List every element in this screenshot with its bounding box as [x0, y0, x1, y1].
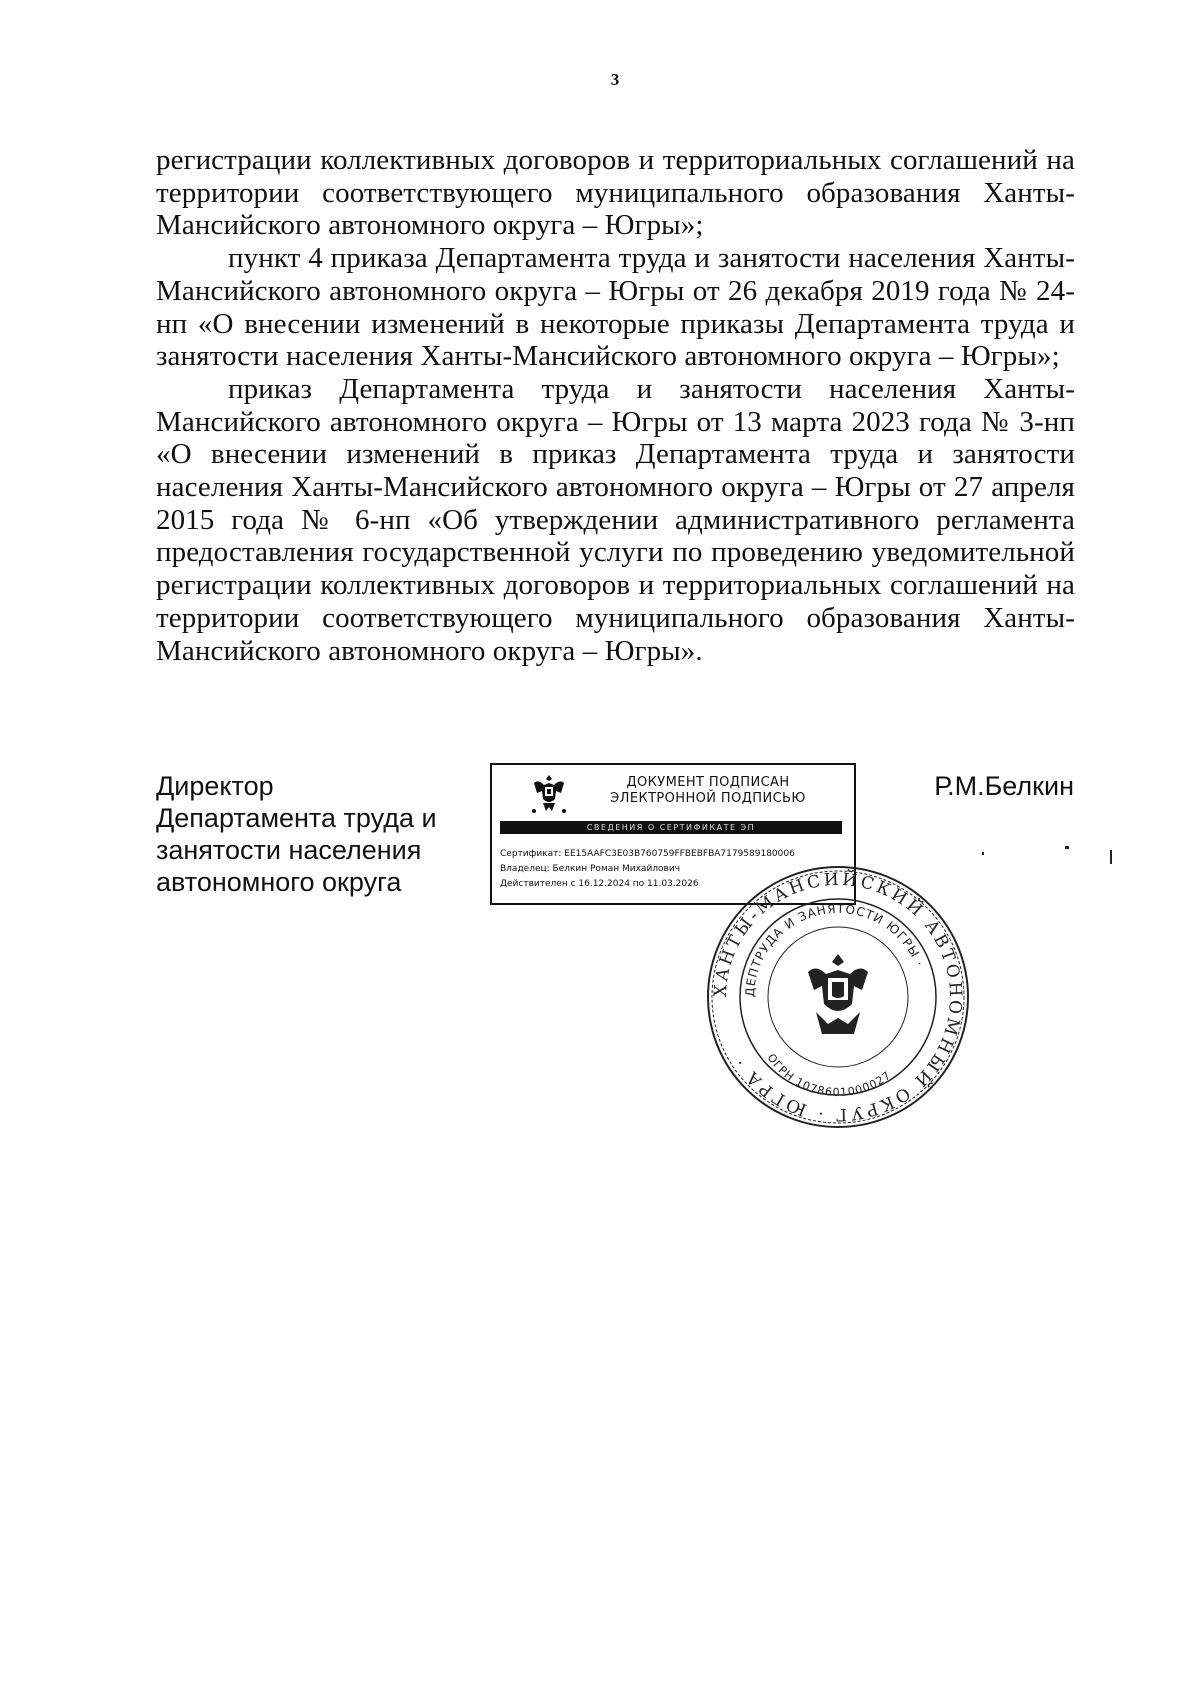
scan-speck	[1065, 846, 1069, 849]
paragraph-1: регистрации коллективных договоров и территориальных соглашений на территории соответствующего муниципального образования Ханты-Мансийского автономного округа – Югры»;	[156, 144, 1075, 242]
paragraph-2: пункт 4 приказа Департамента труда и занятости населения Ханты-Мансийского автономного округа – Югры от 26 декабря 2019 года № 24-нп «О внесении изменений в некоторые приказы Департамента труда и занятости населения Ханты-Мансийского автономного округа – Югры»;	[156, 242, 1075, 373]
stamp-heading-line: ДОКУМЕНТ ПОДПИСАН	[626, 775, 790, 790]
signatory-name: Р.М.Белкин	[934, 771, 1074, 801]
certificate-validity: Действителен с 16.12.2024 по 11.03.2026	[500, 879, 699, 889]
document-body	[156, 144, 1075, 667]
signatory-title-line: Департамента труда и	[156, 803, 437, 833]
signatory-title	[156, 770, 437, 898]
scan-speck	[1110, 850, 1112, 864]
stamp-heading-line: ЭЛЕКТРОННОЙ ПОДПИСЬЮ	[610, 791, 806, 806]
seal-emblem-icon	[808, 954, 868, 1034]
seal-outer-text: ХАНТЫ-МАНСИЙСКИЙ АВТОНОМНЫЙ ОКРУГ · ЮГРА ·	[710, 869, 966, 1125]
page-number: 3	[610, 70, 620, 89]
signatory-title-line: занятости населения	[156, 835, 422, 865]
stamp-info-bar: СВЕДЕНИЯ О СЕРТИФИКАТЕ ЭП	[500, 821, 842, 834]
paragraph-3: приказ Департамента труда и занятости населения Ханты-Мансийского автономного округа – Югры от 13 марта 2023 года № 3-нп «О внесении изменений в приказ Департамента труда и занятости населения Ханты-Мансийского автономного округа – Югры от 27 апреля 2015 года № 6-нп «Об утверждении административного регламента предоставления государственной услуги по проведению уведомительной регистрации коллективных договоров и территориальных соглашений на территории соответствующего муниципального образования Ханты-Мансийского автономного округа – Югры».	[156, 372, 1075, 667]
certificate-owner: Владелец: Белкин Роман Михайлович	[500, 864, 681, 874]
certificate-number: Сертификат: EE15AAFC3E03B760759FFBEBFBA7179589180006	[500, 849, 795, 859]
seal-bottom-text: ОГРН 1078601000027	[764, 1051, 894, 1100]
stamp-heading	[588, 775, 828, 807]
official-seal	[704, 862, 972, 1132]
signatory-title-line: Директор	[156, 771, 274, 801]
scan-speck	[982, 852, 984, 855]
signatory-title-line: автономного округа	[156, 867, 402, 897]
seal-inner-text: ДЕПТРУДА И ЗАНЯТОСТИ ЮГРЫ ·	[742, 901, 927, 998]
coat-of-arms-icon	[528, 771, 570, 817]
